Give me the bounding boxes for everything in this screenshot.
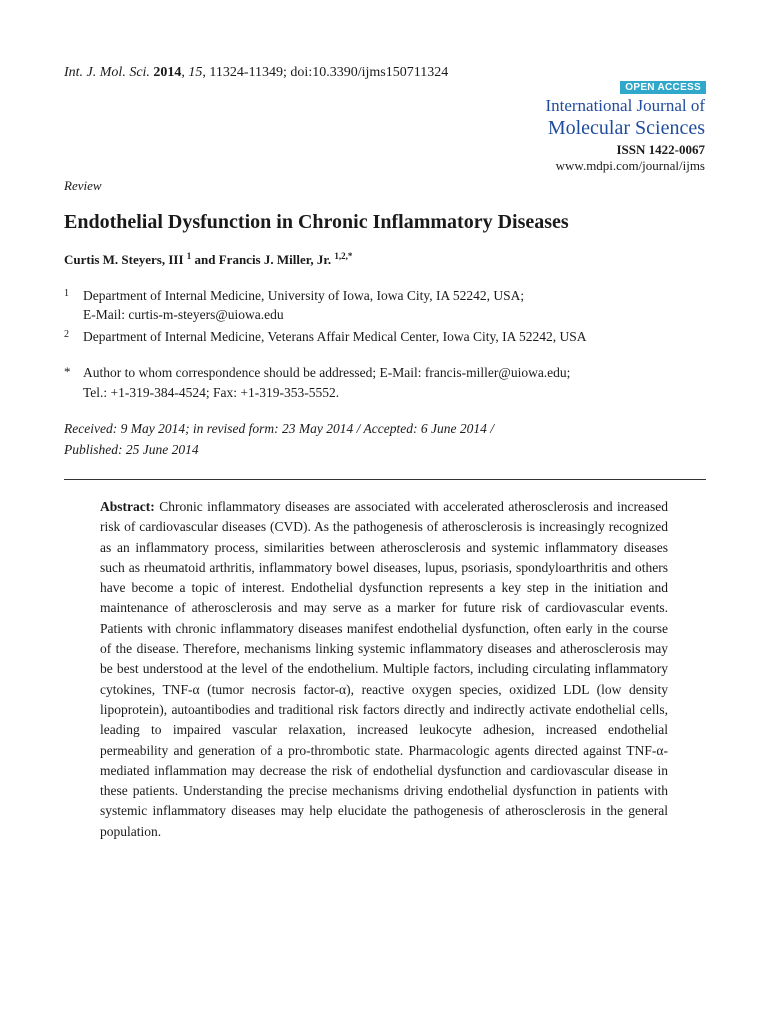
author-2-affil: 1,2,* [334, 251, 353, 261]
journal-name-line1: International Journal of [545, 96, 705, 115]
author-2: Francis J. Miller, Jr. [218, 252, 332, 267]
article-title: Endothelial Dysfunction in Chronic Inflammatory Diseases [64, 211, 569, 233]
citation-line: Int. J. Mol. Sci. 2014, 15, 11324-11349; doi:10.3390/ijms150711324 [64, 65, 449, 80]
affiliation-1-mark: 1 [64, 288, 69, 299]
open-access-badge: OPEN ACCESS [620, 81, 706, 94]
journal-abbrev: Int. J. Mol. Sci. [64, 65, 150, 80]
dates-line1: Received: 9 May 2014; in revised form: 23 May 2014 / Accepted: 6 June 2014 / [64, 421, 494, 436]
publication-dates [64, 418, 494, 460]
abstract-label: Abstract: [100, 499, 155, 514]
correspondence-line1[interactable]: Author to whom correspondence should be addressed; E-Mail: francis-miller@uiowa.edu; [83, 365, 571, 380]
author-1: Curtis M. Steyers, III [64, 252, 184, 267]
author-list [64, 251, 352, 269]
affiliation-1-line1: Department of Internal Medicine, University of Iowa, Iowa City, IA 52242, USA; [83, 288, 525, 303]
affiliation-2-mark: 2 [64, 329, 69, 340]
citation-pages-doi: 11324-11349; doi:10.3390/ijms150711324 [209, 65, 449, 80]
article-type: Review [64, 178, 102, 193]
correspondence-mark: * [64, 364, 71, 379]
abstract [100, 497, 668, 842]
divider [64, 479, 706, 480]
abstract-text: Chronic inflammatory diseases are associated with accelerated atherosclerosis and increased risk of cardiovascular diseases (CVD). As the pathogenesis of atherosclerosis is increasingly recognized as an inflammatory process, similarities between atherosclerosis and systemic inflammatory diseases such as rheumatoid arthritis, inflammatory bowel diseases, lupus, psoriasis, spondyloarthritis and others have become a topic of interest. Endothelial dysfunction represents a key step in the initiation and maintenance of atherosclerosis and may serve as a marker for future risk of cardiovascular events. Patients with chronic inflammatory diseases manifest endothelial dysfunction, often early in the course of the disease. Therefore, mechanisms linking systemic inflammatory diseases and atherosclerosis may be best understood at the level of the endothelium. Multiple factors, including circulating inflammatory cytokines, TNF-α (tumor necrosis factor-α), reactive oxygen species, oxidized LDL (low density lipoprotein), autoantibodies and traditional risk factors directly and indirectly activate endothelial cells, leading to impaired vascular relaxation, increased leukocyte adhesion, increased endothelial permeability and generation of a pro-thrombotic state. Pharmacologic agents directed against TNF-α-mediated inflammation may decrease the risk of endothelial dysfunction and cardiovascular disease in these patients. Understanding the precise mechanisms driving endothelial dysfunction in patients with systemic inflammatory diseases may help elucidate the pathogenesis of atherosclerosis in the general population. [100, 499, 669, 839]
correspondence-line2: Tel.: +1-319-384-4524; Fax: +1-319-353-5552. [83, 385, 340, 400]
affiliation-2-line1: Department of Internal Medicine, Veterans Affair Medical Center, Iowa City, IA 52242, USA [83, 329, 587, 344]
journal-issn: ISSN 1422-0067 [616, 142, 705, 157]
affiliation-1-email[interactable]: E-Mail: curtis-m-steyers@uiowa.edu [83, 307, 284, 322]
journal-url[interactable]: www.mdpi.com/journal/ijms [555, 158, 705, 173]
author-connector: and [194, 252, 216, 267]
citation-volume: 15 [188, 65, 203, 80]
citation-year: 2014 [153, 65, 182, 80]
dates-line2: Published: 25 June 2014 [64, 442, 199, 457]
author-1-affil: 1 [186, 251, 192, 261]
journal-name-line2: Molecular Sciences [547, 117, 705, 139]
